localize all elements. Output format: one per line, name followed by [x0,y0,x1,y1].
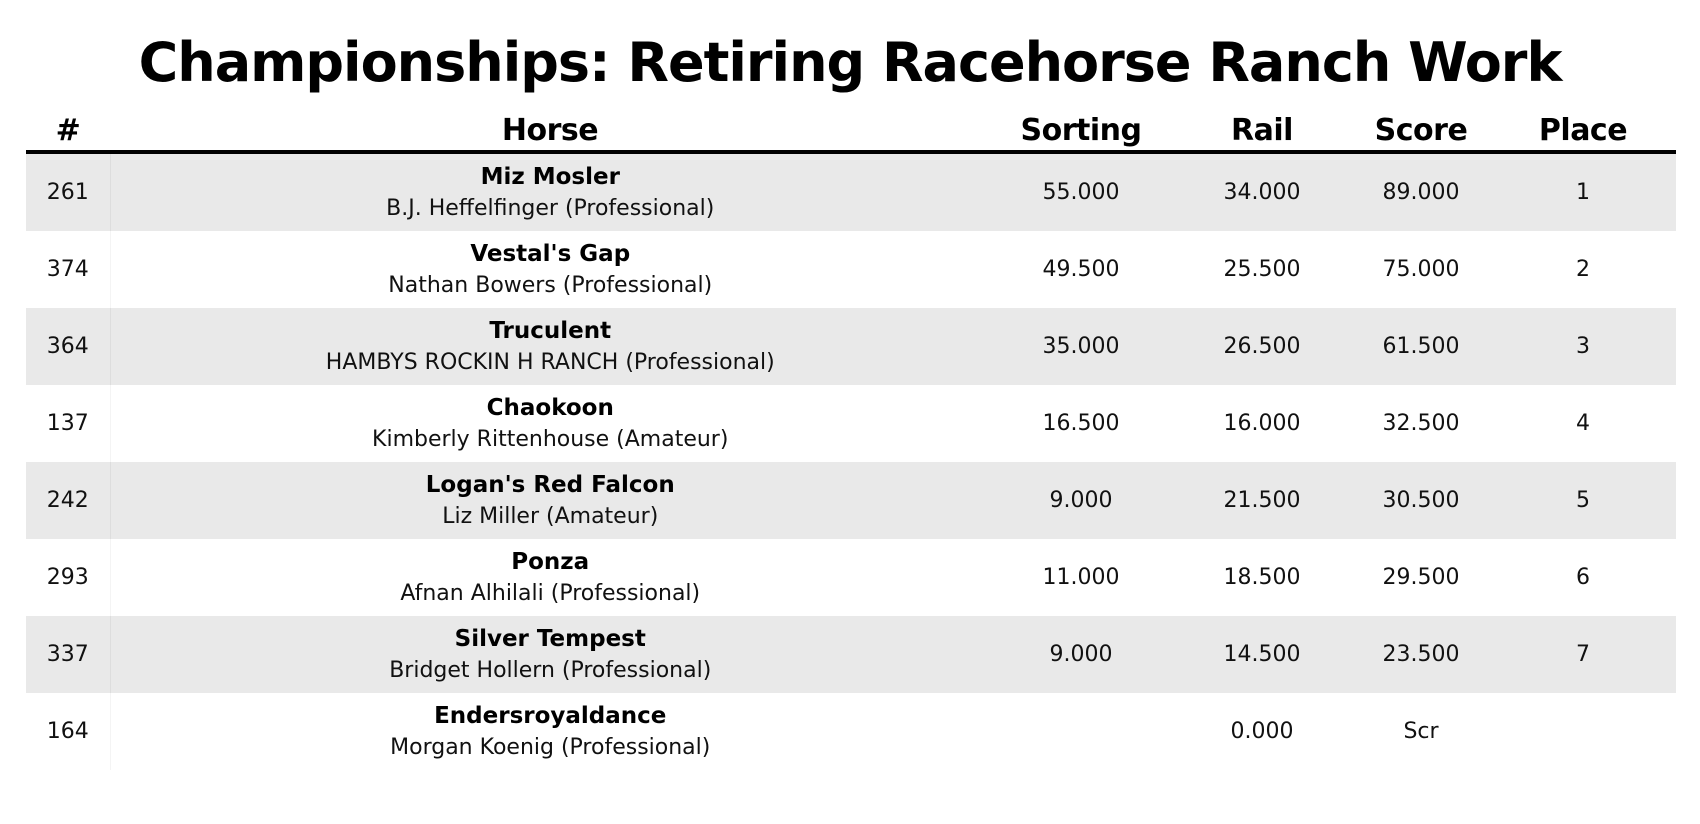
table-row [26,231,1676,308]
total-score: 61.500 [1352,308,1490,385]
horse-cell [110,308,990,385]
horse-name: Endersroyaldance [434,702,667,729]
placing: 2 [1576,257,1590,282]
table-row [26,693,1676,770]
horse-cell [110,231,990,308]
table-row [26,152,1676,231]
page-title: Championships: Retiring Racehorse Ranch Work [138,31,1562,94]
rider-name: B.J. Heffelfinger (Professional) [386,195,715,221]
entry-number: 293 [26,539,110,616]
entry-number: 164 [26,693,110,770]
entry-number: 242 [26,462,110,539]
table-row [26,308,1676,385]
total-score: 32.500 [1382,411,1460,436]
column-header-number: # [26,104,110,152]
table-row [26,462,1676,539]
total-score: Scr [1403,719,1439,744]
horse-name: Logan's Red Falcon [425,471,675,498]
horse-cell [110,693,990,770]
column-header-sorting: Sorting [990,104,1172,152]
table-row [26,616,1676,693]
column-header-place: Place [1490,104,1676,152]
results-table [26,104,1676,770]
horse-name: Truculent [489,317,612,344]
column-header-horse: Horse [110,104,990,152]
rider-name: Kimberly Rittenhouse (Amateur) [372,426,729,452]
sorting-score: 35.000 [990,308,1172,385]
rail-score: 26.500 [1172,308,1352,385]
rider-name: Nathan Bowers (Professional) [388,272,713,298]
total-score: 23.500 [1352,616,1490,693]
horse-name: Vestal's Gap [470,240,631,267]
sorting-score: 49.500 [1042,257,1120,282]
header-row [26,104,1676,152]
rail-score: 14.500 [1172,616,1352,693]
horse-cell [110,152,990,231]
rail-score: 34.000 [1172,152,1352,231]
entry-number: 337 [26,616,110,693]
sorting-score: 9.000 [990,462,1172,539]
entry-number: 364 [26,308,110,385]
horse-name: Silver Tempest [454,625,646,652]
rider-name: Bridget Hollern (Professional) [389,657,712,683]
rail-score: 21.500 [1172,462,1352,539]
horse-name: Chaokoon [486,394,614,421]
total-score: 75.000 [1382,257,1460,282]
placing: 7 [1490,616,1676,693]
total-score: 89.000 [1352,152,1490,231]
horse-name: Miz Mosler [480,163,620,190]
placing: 5 [1490,462,1676,539]
sorting-score [990,693,1172,770]
horse-name: Ponza [511,548,590,575]
placing: 1 [1490,152,1676,231]
placing [1490,693,1676,770]
entry-number: 374 [26,231,110,308]
sorting-score: 9.000 [990,616,1172,693]
horse-cell [110,385,990,462]
placing: 4 [1576,411,1590,436]
rider-name: Afnan Alhilali (Professional) [400,580,701,606]
total-score: 29.500 [1382,565,1460,590]
column-header-score: Score [1352,104,1490,152]
rail-score: 18.500 [1223,565,1301,590]
sorting-score: 55.000 [990,152,1172,231]
placing: 6 [1576,565,1590,590]
column-header-rail: Rail [1172,104,1352,152]
table-row [26,539,1676,616]
rider-name: HAMBYS ROCKIN H RANCH (Professional) [325,349,775,375]
placing: 3 [1490,308,1676,385]
total-score: 30.500 [1352,462,1490,539]
horse-cell [110,462,990,539]
entry-number: 137 [26,385,110,462]
sorting-score: 11.000 [1042,565,1120,590]
rail-score: 16.000 [1223,411,1301,436]
horse-cell [110,539,990,616]
rider-name: Liz Miller (Amateur) [442,503,659,529]
rider-name: Morgan Koenig (Professional) [390,734,711,760]
entry-number: 261 [26,152,110,231]
rail-score: 25.500 [1223,257,1301,282]
sorting-score: 16.500 [1042,411,1120,436]
table-row [26,385,1676,462]
horse-cell [110,616,990,693]
rail-score: 0.000 [1230,719,1294,744]
